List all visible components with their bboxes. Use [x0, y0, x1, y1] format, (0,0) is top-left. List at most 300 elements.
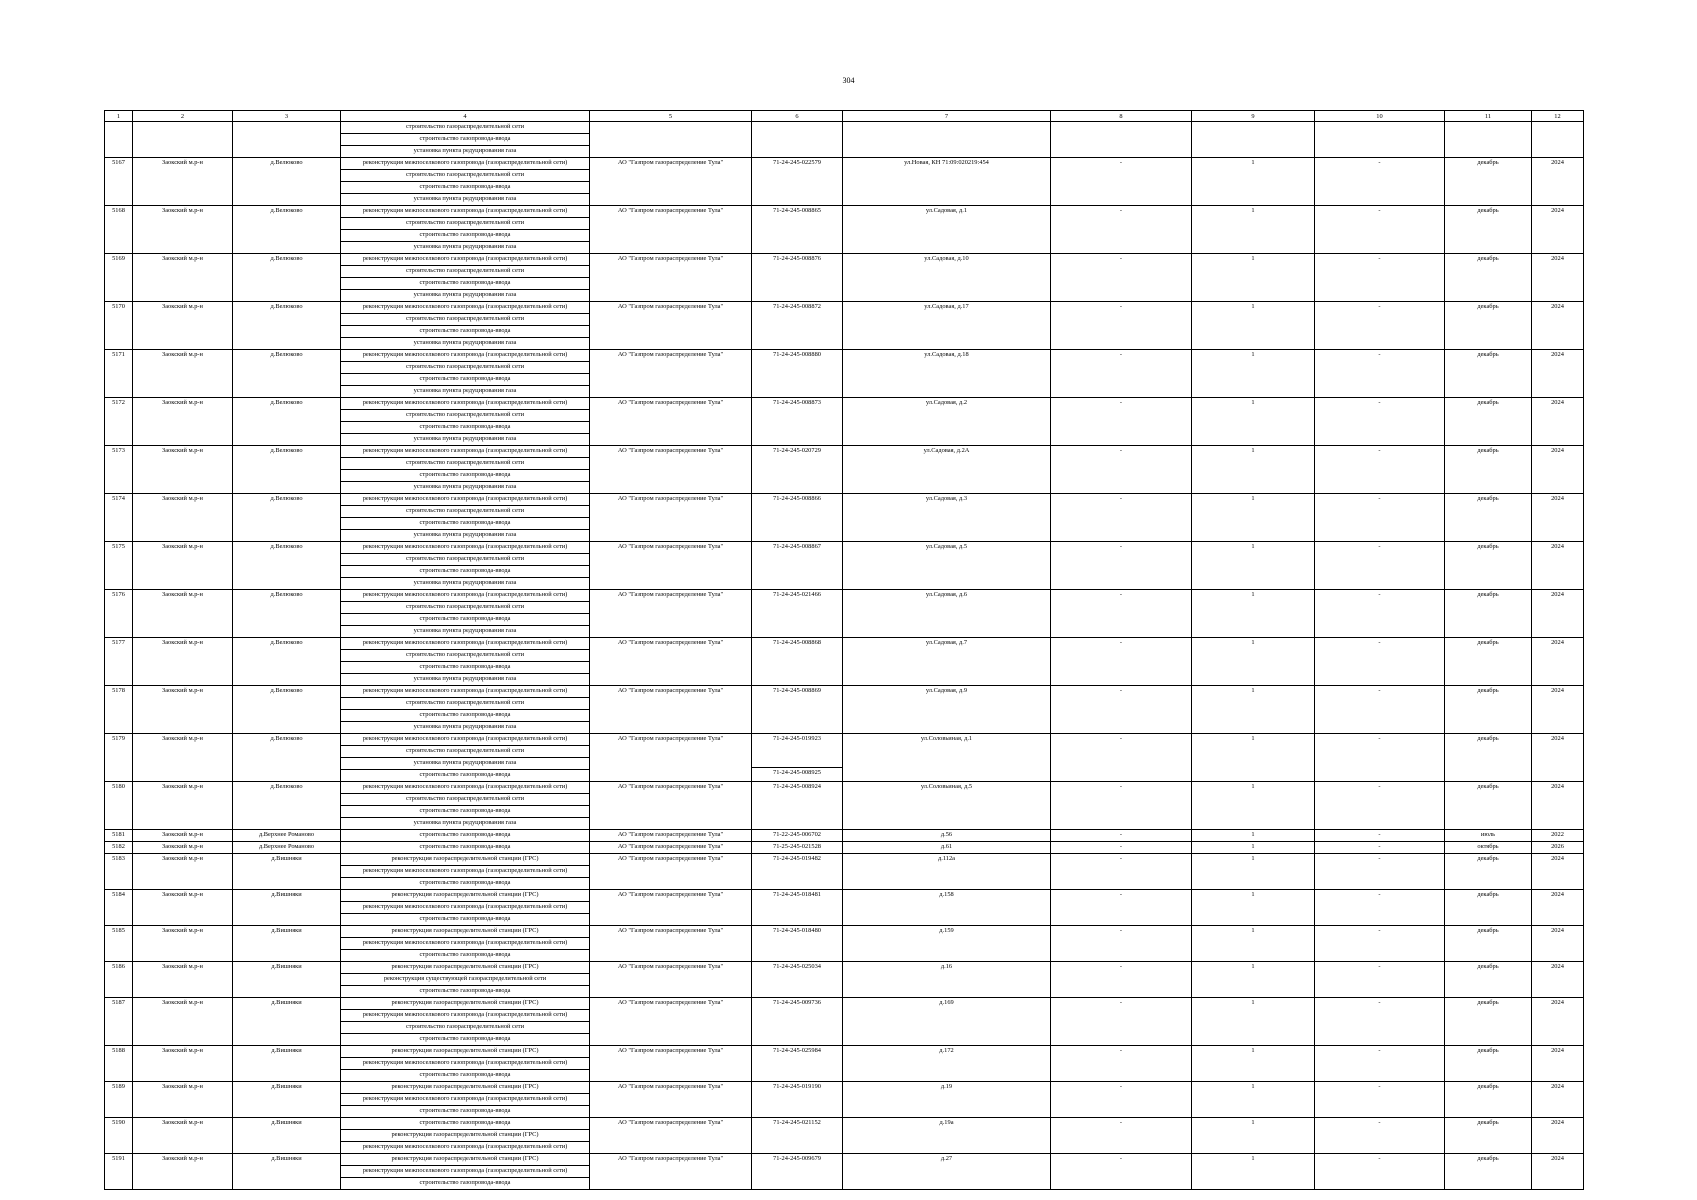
village: д.Велюково [233, 638, 341, 686]
work-item: установка пункта редуцирования газа [341, 817, 589, 829]
address: ул.Новая, КН 71:09:020219:454 [843, 158, 1051, 206]
work-item: реконструкция межпоселкового газопровода (газораспределительной сети) [362, 399, 568, 406]
village: д.Вишняки [233, 1154, 341, 1190]
work-item: реконструкция существующей газораспределительной сети [341, 973, 589, 985]
district [133, 122, 233, 158]
work-item: установка пункта редуцирования газа [341, 757, 589, 769]
work-item: установка пункта редуцирования газа [341, 721, 589, 733]
month: декабрь [1445, 494, 1532, 542]
code-cell [752, 842, 843, 854]
object-code: 71-24-245-022579 [773, 159, 821, 166]
work-item: реконструкция межпоселкового газопровода (газораспределительной сети) [341, 1141, 589, 1153]
organization: АО "Газпром газораспределение Тула" [590, 542, 752, 590]
object-code: 71-22-245-006702 [773, 831, 821, 838]
year: 2024 [1532, 854, 1584, 890]
table-row [105, 890, 1584, 926]
col-10-value: - [1315, 962, 1445, 998]
table-row [105, 830, 1584, 842]
district: Заокский м.р-н [133, 890, 233, 926]
col-8-value: - [1051, 446, 1192, 494]
work-item: строительство газопровода-ввода [341, 805, 589, 817]
code-cell [752, 494, 843, 542]
header-cell: 12 [1532, 111, 1584, 122]
month: декабрь [1445, 1082, 1532, 1118]
year: 2024 [1532, 158, 1584, 206]
works-cell [341, 890, 590, 926]
row-number: 5188 [105, 1046, 133, 1082]
work-item: строительство газораспределительной сети [341, 409, 589, 421]
village: д.Вишняки [233, 1082, 341, 1118]
organization: АО "Газпром газораспределение Тула" [590, 494, 752, 542]
work-item: реконструкция межпоселкового газопровода (газораспределительной сети) [362, 207, 568, 214]
col-9-value: 1 [1192, 962, 1315, 998]
address: ул.Соловьиная, д.1 [843, 734, 1051, 782]
col-10-value: - [1315, 1046, 1445, 1082]
year: 2024 [1532, 686, 1584, 734]
code-cell [752, 206, 843, 254]
work-item: реконструкция межпоселкового газопровода (газораспределительной сети) [341, 1009, 589, 1021]
address: ул.Садовая, д.7 [843, 638, 1051, 686]
col-9-value: 1 [1192, 158, 1315, 206]
row-number: 5178 [105, 686, 133, 734]
col-10-value: - [1315, 350, 1445, 398]
object-code: 71-24-245-008925 [752, 767, 842, 779]
col-9-value: 1 [1192, 398, 1315, 446]
address: ул.Садовая, д.3 [843, 494, 1051, 542]
work-item: строительство газопровода-ввода [341, 877, 589, 889]
village: д.Велюково [233, 590, 341, 638]
month: декабрь [1445, 782, 1532, 830]
year: 2024 [1532, 962, 1584, 998]
work-item: реконструкция межпоселкового газопровода (газораспределительной сети) [362, 735, 568, 742]
village: д.Велюково [233, 398, 341, 446]
district: Заокский м.р-н [133, 854, 233, 890]
village: д.Вишняки [233, 1046, 341, 1082]
address: д.172 [843, 1046, 1051, 1082]
col-8-value: - [1051, 734, 1192, 782]
organization: АО "Газпром газораспределение Тула" [590, 782, 752, 830]
address: д.169 [843, 998, 1051, 1046]
col-8-value: - [1051, 542, 1192, 590]
col-9-value: 1 [1192, 734, 1315, 782]
row-number: 5191 [105, 1154, 133, 1190]
village: д.Вишняки [233, 1118, 341, 1154]
col-9-value: 1 [1192, 254, 1315, 302]
col-9-value: 1 [1192, 926, 1315, 962]
row-number: 5186 [105, 962, 133, 998]
month: декабрь [1445, 590, 1532, 638]
district: Заокский м.р-н [133, 302, 233, 350]
work-item: установка пункта редуцирования газа [341, 673, 589, 685]
col-8-value: - [1051, 254, 1192, 302]
col-10-value: - [1315, 998, 1445, 1046]
col-10-value: - [1315, 842, 1445, 854]
village: д.Велюково [233, 254, 341, 302]
year: 2024 [1532, 590, 1584, 638]
address: д.159 [843, 926, 1051, 962]
code-cell [752, 638, 843, 686]
year: 2024 [1532, 638, 1584, 686]
row-number: 5177 [105, 638, 133, 686]
works-cell [341, 638, 590, 686]
code-cell [752, 734, 843, 782]
table-row [105, 398, 1584, 446]
work-item: строительство газораспределительной сети [405, 123, 525, 130]
village: д.Велюково [233, 542, 341, 590]
row-number: 5168 [105, 206, 133, 254]
work-item: реконструкция газораспределительной станции (ГРС) [391, 963, 539, 970]
work-item: установка пункта редуцирования газа [341, 433, 589, 445]
organization: АО "Газпром газораспределение Тула" [590, 830, 752, 842]
district: Заокский м.р-н [133, 1082, 233, 1118]
col-10-value: - [1315, 254, 1445, 302]
col-9-value: 1 [1192, 494, 1315, 542]
works-cell [341, 122, 590, 158]
year: 2024 [1532, 206, 1584, 254]
col-10-value: - [1315, 686, 1445, 734]
organization: АО "Газпром газораспределение Тула" [590, 254, 752, 302]
work-item: строительство газопровода-ввода [341, 421, 589, 433]
col-8-value [1051, 122, 1192, 158]
col-10-value: - [1315, 158, 1445, 206]
objects-table [104, 110, 1584, 1190]
organization: АО "Газпром газораспределение Тула" [590, 302, 752, 350]
work-item: строительство газопровода-ввода [341, 1033, 589, 1045]
col-9-value: 1 [1192, 590, 1315, 638]
code-cell [752, 122, 843, 158]
organization: АО "Газпром газораспределение Тула" [590, 926, 752, 962]
page-number: 304 [842, 76, 855, 85]
work-item: реконструкция газораспределительной станции (ГРС) [341, 1129, 589, 1141]
month: декабрь [1445, 398, 1532, 446]
work-item: строительство газопровода-ввода [419, 1119, 511, 1126]
work-item: реконструкция межпоселкового газопровода (газораспределительной сети) [341, 901, 589, 913]
col-8-value: - [1051, 1118, 1192, 1154]
col-10-value: - [1315, 830, 1445, 842]
table-row [105, 962, 1584, 998]
table-row [105, 734, 1584, 782]
col-9-value: 1 [1192, 830, 1315, 842]
address: д.27 [843, 1154, 1051, 1190]
row-number: 5181 [105, 830, 133, 842]
month: декабрь [1445, 1046, 1532, 1082]
month: декабрь [1445, 890, 1532, 926]
work-item: реконструкция газораспределительной станции (ГРС) [391, 927, 539, 934]
work-item: реконструкция межпоселкового газопровода (газораспределительной сети) [362, 159, 568, 166]
village: д.Верхнее Романово [233, 842, 341, 854]
col-9-value: 1 [1192, 1118, 1315, 1154]
work-item: строительство газораспределительной сети [341, 217, 589, 229]
col-10-value: - [1315, 782, 1445, 830]
row-number: 5189 [105, 1082, 133, 1118]
works-cell [341, 494, 590, 542]
work-item: строительство газораспределительной сети [341, 457, 589, 469]
work-item: строительство газопровода-ввода [341, 469, 589, 481]
district: Заокский м.р-н [133, 638, 233, 686]
address: ул.Садовая, д.18 [843, 350, 1051, 398]
month: декабрь [1445, 734, 1532, 782]
village [233, 122, 341, 158]
row-number: 5187 [105, 998, 133, 1046]
col-8-value: - [1051, 638, 1192, 686]
address: д.16 [843, 962, 1051, 998]
work-item: установка пункта редуцирования газа [341, 625, 589, 637]
header-cell: 4 [341, 111, 590, 122]
row-number: 5173 [105, 446, 133, 494]
work-item: строительство газопровода-ввода [341, 325, 589, 337]
district: Заокский м.р-н [133, 398, 233, 446]
works-cell [341, 446, 590, 494]
row-number: 5174 [105, 494, 133, 542]
col-9-value: 1 [1192, 890, 1315, 926]
works-cell [341, 1046, 590, 1082]
year: 2024 [1532, 446, 1584, 494]
address: д.112а [843, 854, 1051, 890]
month: декабрь [1445, 1118, 1532, 1154]
village: д.Велюково [233, 206, 341, 254]
header-cell: 11 [1445, 111, 1532, 122]
district: Заокский м.р-н [133, 782, 233, 830]
work-item: строительство газораспределительной сети [341, 745, 589, 757]
col-9-value: 1 [1192, 542, 1315, 590]
month: декабрь [1445, 446, 1532, 494]
month: декабрь [1445, 542, 1532, 590]
address [843, 122, 1051, 158]
year: 2024 [1532, 1082, 1584, 1118]
row-number [105, 122, 133, 158]
district: Заокский м.р-н [133, 962, 233, 998]
row-number: 5182 [105, 842, 133, 854]
work-item: строительство газораспределительной сети [341, 361, 589, 373]
object-code: 71-24-245-009736 [773, 999, 821, 1006]
code-cell [752, 854, 843, 890]
table-row [105, 446, 1584, 494]
col-8-value: - [1051, 998, 1192, 1046]
code-cell [752, 254, 843, 302]
object-code: 71-24-245-008869 [773, 687, 821, 694]
month: декабрь [1445, 998, 1532, 1046]
organization: АО "Газпром газораспределение Тула" [590, 1154, 752, 1190]
col-10-value [1315, 122, 1445, 158]
code-cell [752, 926, 843, 962]
year: 2026 [1532, 842, 1584, 854]
table-row [105, 158, 1584, 206]
organization: АО "Газпром газораспределение Тула" [590, 854, 752, 890]
code-cell [752, 302, 843, 350]
address: ул.Садовая, д.2А [843, 446, 1051, 494]
address: д.19 [843, 1082, 1051, 1118]
header-cell: 8 [1051, 111, 1192, 122]
object-code: 71-24-245-020729 [773, 447, 821, 454]
organization: АО "Газпром газораспределение Тула" [590, 446, 752, 494]
table-row [105, 542, 1584, 590]
code-cell [752, 590, 843, 638]
col-8-value: - [1051, 842, 1192, 854]
header-cell: 3 [233, 111, 341, 122]
organization: АО "Газпром газораспределение Тула" [590, 686, 752, 734]
works-cell [341, 962, 590, 998]
work-item: установка пункта редуцирования газа [341, 529, 589, 541]
work-item: строительство газораспределительной сети [341, 313, 589, 325]
col-8-value: - [1051, 302, 1192, 350]
village: д.Велюково [233, 158, 341, 206]
object-code: 71-24-245-008876 [773, 255, 821, 262]
col-10-value: - [1315, 398, 1445, 446]
work-item: реконструкция межпоселкового газопровода (газораспределительной сети) [341, 937, 589, 949]
col-8-value: - [1051, 962, 1192, 998]
district: Заокский м.р-н [133, 734, 233, 782]
header-cell: 6 [752, 111, 843, 122]
month: декабрь [1445, 350, 1532, 398]
work-item: строительство газопровода-ввода [341, 373, 589, 385]
year: 2024 [1532, 890, 1584, 926]
work-item: строительство газораспределительной сети [341, 265, 589, 277]
work-item: строительство газораспределительной сети [341, 793, 589, 805]
col-8-value: - [1051, 1082, 1192, 1118]
year: 2024 [1532, 926, 1584, 962]
work-item: реконструкция газораспределительной станции (ГРС) [391, 855, 539, 862]
address: ул.Садовая, д.9 [843, 686, 1051, 734]
work-item: установка пункта редуцирования газа [341, 289, 589, 301]
row-number: 5167 [105, 158, 133, 206]
organization: АО "Газпром газораспределение Тула" [590, 842, 752, 854]
works-cell [341, 542, 590, 590]
organization: АО "Газпром газораспределение Тула" [590, 350, 752, 398]
code-cell [752, 1154, 843, 1190]
works-cell [341, 854, 590, 890]
work-item: строительство газораспределительной сети [341, 505, 589, 517]
table-row [105, 1154, 1584, 1190]
table-row [105, 998, 1584, 1046]
organization: АО "Газпром газораспределение Тула" [590, 998, 752, 1046]
row-number: 5185 [105, 926, 133, 962]
code-cell [752, 542, 843, 590]
object-code: 71-24-245-021466 [773, 591, 821, 598]
year: 2022 [1532, 830, 1584, 842]
header-cell: 2 [133, 111, 233, 122]
year: 2024 [1532, 782, 1584, 830]
code-cell [752, 998, 843, 1046]
col-9-value: 1 [1192, 206, 1315, 254]
col-8-value: - [1051, 158, 1192, 206]
address: ул.Соловьиная, д.5 [843, 782, 1051, 830]
col-10-value: - [1315, 590, 1445, 638]
col-9-value: 1 [1192, 1082, 1315, 1118]
village: д.Велюково [233, 350, 341, 398]
work-item: строительство газопровода-ввода [341, 181, 589, 193]
header-cell: 7 [843, 111, 1051, 122]
col-9-value: 1 [1192, 782, 1315, 830]
organization: АО "Газпром газораспределение Тула" [590, 962, 752, 998]
object-code: 71-24-245-019482 [773, 855, 821, 862]
col-9-value: 1 [1192, 842, 1315, 854]
district: Заокский м.р-н [133, 494, 233, 542]
district: Заокский м.р-н [133, 926, 233, 962]
year: 2024 [1532, 1118, 1584, 1154]
organization: АО "Газпром газораспределение Тула" [590, 206, 752, 254]
district: Заокский м.р-н [133, 1118, 233, 1154]
work-item: реконструкция межпоселкового газопровода (газораспределительной сети) [341, 1165, 589, 1177]
work-item: строительство газораспределительной сети [341, 601, 589, 613]
village: д.Вишняки [233, 926, 341, 962]
organization: АО "Газпром газораспределение Тула" [590, 734, 752, 782]
address: ул.Садовая, д.2 [843, 398, 1051, 446]
code-cell [752, 962, 843, 998]
object-code: 71-24-245-008924 [773, 783, 821, 790]
month: октябрь [1445, 842, 1532, 854]
code-cell [752, 1118, 843, 1154]
year: 2024 [1532, 398, 1584, 446]
work-item: строительство газопровода-ввода [341, 133, 589, 145]
work-item: реконструкция межпоселкового газопровода (газораспределительной сети) [362, 303, 568, 310]
object-code: 71-24-245-021152 [773, 1119, 821, 1126]
organization: АО "Газпром газораспределение Тула" [590, 1082, 752, 1118]
district: Заокский м.р-н [133, 998, 233, 1046]
row-number: 5184 [105, 890, 133, 926]
works-cell [341, 254, 590, 302]
work-item: установка пункта редуцирования газа [341, 337, 589, 349]
work-item: реконструкция газораспределительной станции (ГРС) [391, 1155, 539, 1162]
year: 2024 [1532, 1046, 1584, 1082]
code-cell [752, 890, 843, 926]
object-code: 71-24-245-025034 [773, 963, 821, 970]
work-item: реконструкция межпоселкового газопровода (газораспределительной сети) [341, 1057, 589, 1069]
table-row [105, 302, 1584, 350]
col-9-value: 1 [1192, 350, 1315, 398]
organization: АО "Газпром газораспределение Тула" [590, 158, 752, 206]
object-code: 71-24-245-018481 [773, 891, 821, 898]
works-cell [341, 398, 590, 446]
work-item: строительство газопровода-ввода [341, 613, 589, 625]
code-cell [752, 830, 843, 842]
row-number: 5180 [105, 782, 133, 830]
code-cell [752, 446, 843, 494]
col-8-value: - [1051, 782, 1192, 830]
col-8-value: - [1051, 206, 1192, 254]
object-code: 71-24-245-019923 [773, 735, 821, 742]
col-10-value: - [1315, 890, 1445, 926]
work-item: строительство газопровода-ввода [341, 517, 589, 529]
works-cell [341, 686, 590, 734]
row-number: 5172 [105, 398, 133, 446]
code-cell [752, 782, 843, 830]
object-code: 71-24-245-008865 [773, 207, 821, 214]
year: 2024 [1532, 734, 1584, 782]
district: Заокский м.р-н [133, 206, 233, 254]
works-cell [341, 1154, 590, 1190]
work-item: реконструкция межпоселкового газопровода (газораспределительной сети) [362, 687, 568, 694]
organization: АО "Газпром газораспределение Тула" [590, 398, 752, 446]
village: д.Вишняки [233, 890, 341, 926]
object-code: 71-24-245-008868 [773, 639, 821, 646]
district: Заокский м.р-н [133, 350, 233, 398]
year: 2024 [1532, 494, 1584, 542]
col-10-value: - [1315, 494, 1445, 542]
header-cell: 5 [590, 111, 752, 122]
object-code: 71-24-245-025984 [773, 1047, 821, 1054]
district: Заокский м.р-н [133, 542, 233, 590]
work-item: установка пункта редуцирования газа [341, 577, 589, 589]
col-10-value: - [1315, 542, 1445, 590]
village: д.Вишняки [233, 854, 341, 890]
work-item: строительство газопровода-ввода [341, 1177, 589, 1189]
month: декабрь [1445, 962, 1532, 998]
table-body [105, 122, 1584, 1190]
work-item: реконструкция межпоселкового газопровода (газораспределительной сети) [362, 543, 568, 550]
table-row [105, 590, 1584, 638]
row-number: 5183 [105, 854, 133, 890]
work-item: строительство газопровода-ввода [341, 229, 589, 241]
